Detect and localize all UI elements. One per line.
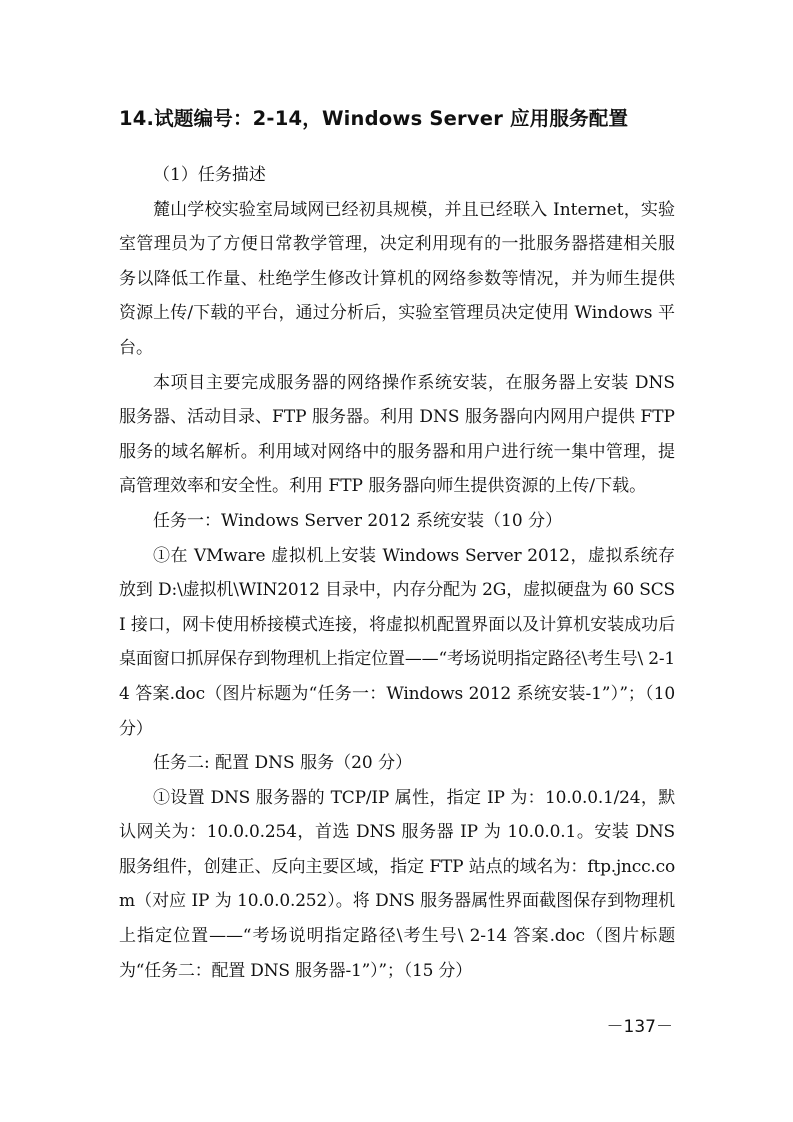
task-two-step: ①设置 DNS 服务器的 TCP/IP 属性，指定 IP 为：10.0.0.1/24，默认网关为：10.0.0.254，首选 DNS 服务器 IP 为 10.0.0.1。安装 DNS 服务组件，创建正、反向主要区域，指定 FTP 站点的域名为：ftp.jncc.com（对应 IP 为 10.0.0.252）。将 DNS 服务器属性界面截图保存到物理机上指定位置——“考场说明指定路径\考生号\ 2-14 答案.doc（图片标题为“任务二：配置 DNS 服务器-1”）”；（15 分） [119,787,675,981]
paragraph-scope: 本项目主要完成服务器的网络操作系统安装，在服务器上安装 DNS 服务器、活动目录、FTP 服务器。利用 DNS 服务器向内网用户提供 FTP 服务的域名解析。利用域对网络中的服务器和用户进行统一集中管理，提高管理效率和安全性。利用 FTP 服务器向师生提供资源的上传/下载。 [119,372,675,497]
page-number: －137－ [606,1017,673,1037]
section-title: 14.试题编号：2-14，Windows Server 应用服务配置 [119,107,629,130]
body-text [119,158,675,988]
task-one-heading: 任务一：Windows Server 2012 系统安装（10 分） [153,510,563,531]
task-one-step: ①在 VMware 虚拟机上安装 Windows Server 2012，虚拟系统存放到 D:\虚拟机\WIN2012 目录中，内存分配为 2G，虚拟硬盘为 60 SCSI 接口，网卡使用桥接模式连接，将虚拟机配置界面以及计算机安装成功后桌面窗口抓屏保存到物理机上指定位置——“考场说明指定路径\考生号\ 2-14 答案.doc（图片标题为“任务一：Windows 2012 系统安装-1”）”；（10 分） [119,545,675,739]
task-two-heading: 任务二: 配置 DNS 服务（20 分） [153,753,413,774]
subsection-heading: （1）任务描述 [153,165,266,185]
paragraph-background: 麓山学校实验室局域网已经初具规模，并且已经联入 Internet，实验室管理员为了方便日常教学管理，决定利用现有的一批服务器搭建相关服务以降低工作量、杜绝学生修改计算机的网络参数等情况，并为师生提供资源上传/下载的平台，通过分析后，实验室管理员决定使用 Windows 平台。 [119,199,675,358]
